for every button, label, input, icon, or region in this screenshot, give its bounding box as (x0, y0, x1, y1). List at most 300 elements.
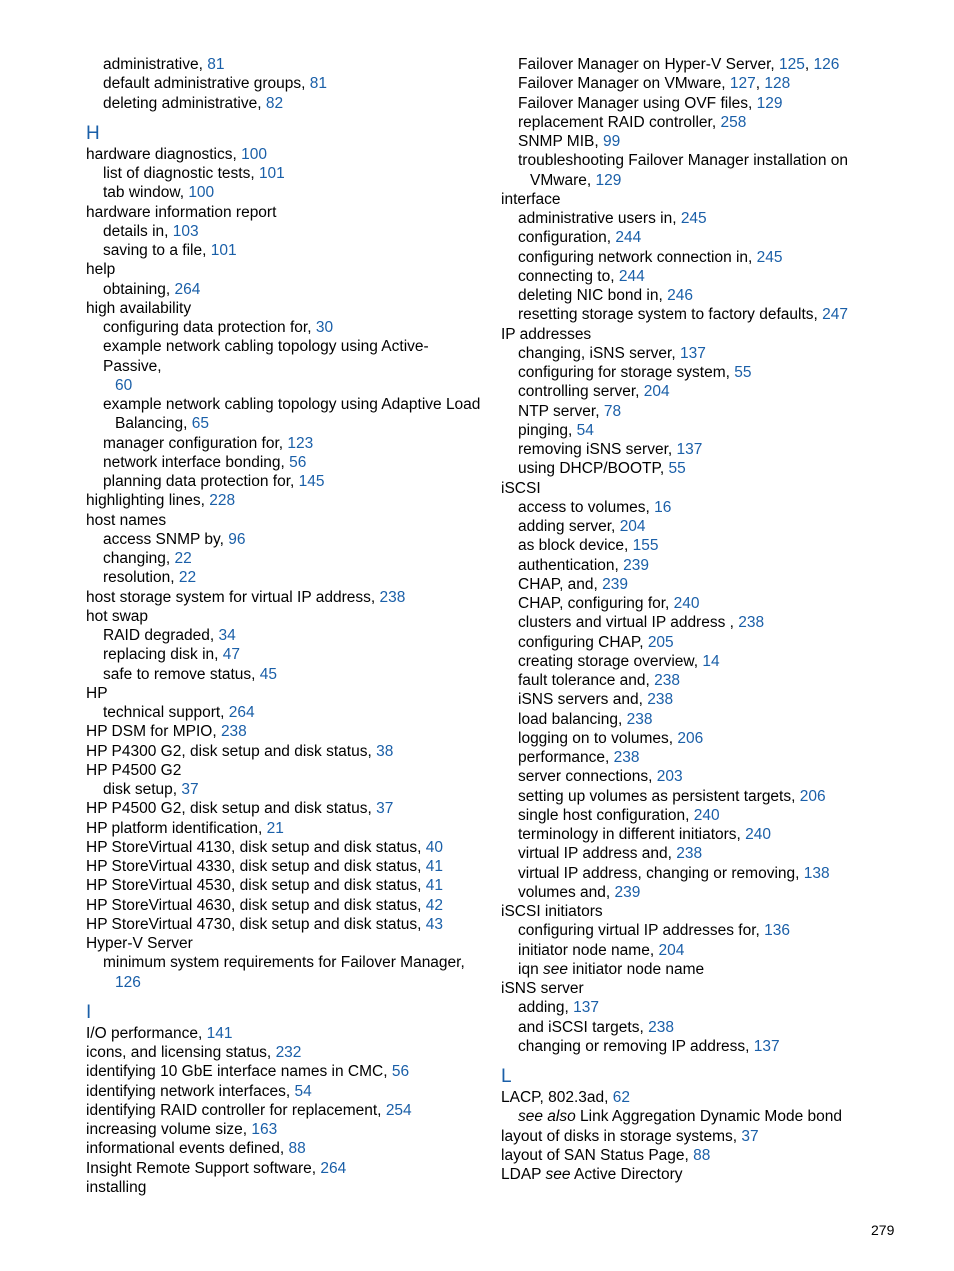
entry-text: installing (86, 1178, 147, 1196)
page-link[interactable]: 240 (673, 595, 700, 612)
entry-text: configuring for storage system, (518, 364, 735, 381)
page-link[interactable]: 205 (647, 633, 674, 651)
entry-text: tab window, (103, 184, 189, 202)
entry-text: Balancing, (115, 415, 192, 433)
entry-text: changing, iSNS server, (518, 344, 680, 362)
index-subentry: Failover Manager on VMware, 127, 128 (518, 75, 791, 93)
page-link[interactable]: 204 (643, 383, 670, 401)
page-link[interactable]: 100 (188, 184, 215, 202)
entry-text: iSCSI initiators (501, 903, 603, 920)
entry-text: terminology in different initiators, (518, 826, 746, 843)
entry-text: HP P4300 G2, disk setup and disk status, (86, 742, 377, 760)
entry-text: identifying RAID controller for replacement, (86, 1101, 386, 1119)
index-entry (86, 684, 486, 703)
index-entry (86, 857, 486, 876)
index-subentry (86, 953, 486, 972)
index-entry (501, 325, 871, 344)
index-entry-continuation (86, 414, 486, 433)
index-entry (86, 1178, 486, 1197)
page-link[interactable]: 238 (220, 723, 247, 741)
entry-text: list of diagnostic tests, (103, 165, 259, 182)
index-entry (86, 722, 486, 741)
index-entry (86, 896, 486, 915)
index-subentry (86, 645, 486, 664)
page-link[interactable]: 41 (425, 877, 444, 895)
page-link[interactable]: 126 (115, 973, 141, 991)
index-entry (86, 1062, 486, 1081)
index-entry (86, 934, 486, 953)
index-subentry (501, 729, 871, 748)
page-link[interactable]: 129 (756, 94, 783, 112)
entry-text: hardware information report (86, 203, 277, 221)
entry-text: host storage system for virtual IP address, (86, 588, 380, 606)
page-link[interactable]: 100 (241, 145, 267, 163)
index-subentry (501, 652, 871, 671)
page-link[interactable]: 22 (174, 550, 192, 567)
index-subentry (501, 402, 871, 421)
entry-text: hardware diagnostics, (86, 145, 242, 163)
page-link[interactable]: 14 (702, 652, 720, 670)
index-entry (86, 819, 486, 838)
index-subentry (86, 94, 486, 113)
page-link[interactable]: 60 (115, 376, 133, 394)
index-subentry: Failover Manager on Hyper-V Server, 125, 126 (518, 56, 840, 73)
page-link[interactable]: 240 (693, 806, 720, 824)
index-entry (86, 299, 486, 318)
entry-text: configuring data protection for, (103, 319, 316, 336)
entry-text: initiator node name, (518, 941, 659, 959)
index-subentry (501, 960, 871, 979)
index-entry (501, 1165, 871, 1184)
index-entry (86, 1120, 486, 1139)
see-target: Link Aggregation Dynamic Mode bond (575, 1108, 842, 1126)
index-entry (501, 979, 871, 998)
page-number: 279 (871, 1222, 895, 1238)
page-link[interactable]: 138 (803, 864, 830, 882)
entry-text: iSNS server (501, 980, 584, 997)
page-link[interactable]: 54 (294, 1082, 312, 1100)
page-link[interactable]: 238 (648, 1018, 674, 1036)
page-link[interactable]: 43 (425, 915, 444, 933)
entry-text: replacement RAID controller, (518, 113, 721, 131)
entry-text: HP StoreVirtual 4630, disk setup and disk status, (86, 896, 426, 914)
page-link[interactable]: 244 (618, 267, 645, 285)
page-link[interactable]: 232 (275, 1044, 302, 1061)
index-subentry (501, 228, 871, 247)
entry-text: safe to remove status, (103, 665, 260, 683)
entry-text: as block device, (518, 537, 633, 555)
see-reference: see (545, 1166, 571, 1183)
page-link[interactable]: 55 (734, 364, 752, 381)
index-subentry (501, 710, 871, 729)
entry-text: VMware, (530, 171, 596, 189)
index-subentry (501, 594, 871, 613)
entry-text: adding server, (518, 518, 620, 535)
page-link[interactable]: 47 (222, 646, 241, 664)
index-subentry (501, 556, 871, 575)
page-link[interactable]: 238 (676, 845, 703, 863)
index-subentry (86, 434, 486, 453)
page-link[interactable]: 240 (745, 826, 772, 843)
page-link[interactable]: 37 (376, 800, 394, 818)
index-column-left (86, 55, 486, 1197)
index-subentry (86, 530, 486, 549)
index-subentry (501, 536, 871, 555)
index-entry-continuation (86, 973, 486, 992)
index-subentry (501, 440, 871, 459)
page-link[interactable]: 238 (379, 588, 406, 606)
index-subentry (501, 382, 871, 401)
page-link[interactable]: 145 (298, 473, 325, 490)
index-entry (86, 1159, 486, 1178)
index-entry (86, 491, 486, 510)
index-subentry (501, 209, 871, 228)
index-subentry (501, 459, 871, 478)
index-subentry (501, 844, 871, 863)
entry-text: example network cabling topology using Adaptive Load (103, 396, 481, 413)
entry-text: Insight Remote Support software, (86, 1159, 321, 1177)
entry-text: creating storage overview, (518, 652, 703, 670)
page-link[interactable]: 21 (266, 819, 284, 837)
page-link[interactable]: 62 (612, 1089, 630, 1106)
page-link[interactable]: 103 (172, 222, 199, 240)
page-link[interactable]: 88 (693, 1146, 711, 1164)
entry-text: virtual IP address, changing or removing, (518, 864, 804, 882)
page-link[interactable]: 81 (309, 75, 328, 93)
index-entry (86, 511, 486, 530)
entry-text: NTP server, (518, 402, 604, 420)
index-entry-continuation (501, 171, 871, 190)
entry-text: and iSCSI targets, (518, 1018, 649, 1036)
index-subentry (501, 421, 871, 440)
page-link[interactable]: 239 (614, 883, 641, 901)
page-link[interactable]: 204 (658, 941, 685, 959)
entry-text: obtaining, (103, 280, 175, 298)
index-subentry (86, 183, 486, 202)
entry-text: logging on to volumes, (518, 729, 678, 747)
index-subentry (86, 568, 486, 587)
index-entry (86, 1024, 486, 1043)
index-subentry (501, 517, 871, 536)
entry-text: HP P4500 G2, disk setup and disk status, (86, 800, 377, 818)
page-link[interactable]: 99 (602, 133, 621, 150)
page-link[interactable]: 258 (720, 113, 747, 131)
page-link[interactable]: 128 (764, 75, 791, 93)
entry-text: LDAP (501, 1166, 546, 1183)
page-link[interactable]: 245 (756, 248, 783, 266)
page-link[interactable]: 40 (425, 838, 444, 856)
entry-text: controlling server, (518, 383, 644, 401)
entry-text: iSNS servers and, (518, 691, 648, 709)
entry-text: virtual IP address and, (518, 845, 677, 863)
index-subentry (501, 1037, 871, 1056)
entry-text: configuring network connection in, (518, 248, 757, 266)
entry-text: connecting to, (518, 267, 619, 285)
index-entry (86, 203, 486, 222)
entry-text: configuring CHAP, (518, 633, 648, 651)
page-link[interactable]: 30 (315, 319, 334, 336)
entry-text: Hyper-V Server (86, 935, 193, 952)
entry-text: increasing volume size, (86, 1121, 252, 1138)
page-link[interactable]: 137 (753, 1037, 780, 1055)
page-link[interactable]: 244 (615, 229, 642, 247)
index-subentry (501, 498, 871, 517)
index-entry (501, 479, 871, 498)
page-link[interactable]: 238 (613, 749, 640, 766)
page-link[interactable]: 34 (218, 627, 236, 644)
see-target: initiator node name (568, 960, 705, 978)
index-entry (86, 799, 486, 818)
index-subentry (86, 74, 486, 93)
index-subentry (501, 690, 871, 709)
entry-text: resetting storage system to factory defaults, (518, 306, 823, 324)
index-letter-heading: I (86, 1001, 92, 1023)
index-subentry (501, 1107, 871, 1126)
page-link[interactable]: 88 (288, 1140, 306, 1158)
index-entry (86, 588, 486, 607)
entry-text: LACP, 802.3ad, (501, 1089, 613, 1106)
index-entry (501, 1088, 871, 1107)
page-link[interactable]: 264 (228, 704, 255, 721)
entry-text: HP StoreVirtual 4730, disk setup and disk status, (86, 915, 426, 933)
see-target: Active Directory (570, 1166, 683, 1183)
entry-text: CHAP, configuring for, (518, 595, 674, 612)
page-link[interactable]: 136 (764, 922, 790, 940)
index-entry (86, 1101, 486, 1120)
page-link[interactable]: 254 (385, 1101, 412, 1119)
entry-text: access SNMP by, (103, 530, 229, 548)
index-entry (86, 915, 486, 934)
entry-text: using DHCP/BOOTP, (518, 460, 669, 478)
entry-text: interface (501, 190, 561, 208)
page-link[interactable]: 203 (656, 768, 683, 786)
entry-text: performance, (518, 749, 614, 766)
entry-text: HP platform identification, (86, 819, 267, 837)
entry-text: deleting administrative, (103, 94, 266, 112)
page-link[interactable]: 155 (632, 537, 659, 555)
page-link[interactable]: 54 (576, 421, 594, 439)
page-link[interactable]: 65 (191, 415, 209, 433)
entry-text: access to volumes, (518, 498, 655, 516)
index-entry (86, 145, 486, 164)
index-subentry (501, 864, 871, 883)
page-link[interactable]: 137 (679, 344, 706, 362)
index-entry (86, 607, 486, 626)
index-subentry (501, 94, 871, 113)
entry-text: pinging, (518, 421, 577, 439)
entry-text: technical support, (103, 704, 229, 721)
entry-text: Failover Manager using OVF files, (518, 94, 757, 112)
entry-text: HP StoreVirtual 4130, disk setup and disk status, (86, 838, 426, 856)
entry-text: administrative, (103, 56, 208, 73)
page-link[interactable]: 82 (265, 94, 284, 112)
entry-text: HP (86, 684, 108, 702)
index-entry (86, 260, 486, 279)
index-subentry (86, 453, 486, 472)
entry-text: network interface bonding, (103, 453, 290, 471)
entry-text: minimum system requirements for Failover Manager, (103, 954, 465, 972)
entry-text: HP P4500 G2 (86, 761, 182, 779)
index-subentry (86, 703, 486, 722)
page-link[interactable]: 238 (626, 710, 653, 728)
entry-text: changing, (103, 550, 175, 567)
page-link[interactable]: 37 (181, 781, 199, 798)
index-subentry (501, 825, 871, 844)
index-subentry (501, 998, 871, 1017)
index-subentry (86, 626, 486, 645)
page-link[interactable]: 42 (425, 896, 444, 914)
entry-text: layout of disks in storage systems, (501, 1127, 742, 1145)
page-link[interactable]: 56 (289, 453, 307, 471)
page-link[interactable]: 22 (178, 569, 197, 587)
index-entry (501, 190, 871, 209)
index-subentry (501, 132, 871, 151)
index-entry (86, 761, 486, 780)
entry-text: saving to a file, (103, 242, 211, 259)
entry-text: details in, (103, 222, 173, 240)
entry-text: hot swap (86, 607, 149, 625)
entry-text: volumes and, (518, 883, 615, 901)
page-link[interactable]: 41 (425, 858, 444, 875)
entry-text: HP StoreVirtual 4530, disk setup and disk status, (86, 877, 426, 895)
entry-text: CHAP, and, (518, 575, 603, 593)
index-subentry (501, 305, 871, 324)
entry-text: highlighting lines, (86, 492, 210, 510)
entry-text: default administrative groups, (103, 75, 310, 93)
page-link[interactable]: 96 (228, 530, 246, 548)
page-link[interactable]: 238 (738, 614, 765, 632)
index-subentry (86, 164, 486, 183)
page-link[interactable]: 246 (667, 287, 693, 304)
page-link[interactable]: 129 (595, 171, 622, 189)
page-link[interactable]: 238 (647, 691, 674, 709)
entry-text: HP StoreVirtual 4330, disk setup and disk status, (86, 858, 426, 875)
see-reference: see also (518, 1108, 576, 1126)
entry-text: iSCSI (501, 479, 541, 497)
entry-text: server connections, (518, 768, 657, 786)
index-letter-heading: H (86, 122, 100, 144)
entry-text: help (86, 261, 116, 279)
page-link[interactable]: 37 (741, 1127, 759, 1145)
page-link[interactable]: 101 (258, 165, 285, 182)
page-link[interactable]: 239 (623, 556, 650, 574)
entry-text: deleting NIC bond in, (518, 287, 668, 304)
page-link[interactable]: 239 (602, 575, 629, 593)
entry-text: Failover Manager on Hyper-V Server, (518, 56, 780, 73)
index-subentry (501, 787, 871, 806)
index-subentry (86, 280, 486, 299)
index-subentry (501, 113, 871, 132)
index-subentry (86, 549, 486, 568)
index-subentry (501, 941, 871, 960)
index-entry (86, 1043, 486, 1062)
page-link[interactable]: 126 (813, 56, 840, 73)
entry-text: planning data protection for, (103, 473, 299, 490)
page-link[interactable]: 137 (573, 999, 600, 1017)
entry-text: load balancing, (518, 710, 627, 728)
entry-text: changing or removing IP address, (518, 1037, 754, 1055)
page-link[interactable]: 245 (680, 210, 707, 227)
page-link[interactable]: 127 (729, 75, 756, 93)
index-letter-heading: L (501, 1066, 512, 1087)
entry-text: disk setup, (103, 781, 182, 798)
index-subentry (501, 806, 871, 825)
page-link[interactable]: 206 (677, 729, 704, 747)
page-link[interactable]: 56 (391, 1063, 410, 1081)
page-link[interactable]: 16 (654, 498, 672, 516)
page-link[interactable]: 228 (209, 492, 236, 510)
entry-text: adding, (518, 999, 574, 1017)
entry-text: iqn (518, 960, 543, 978)
index-subentry (501, 1018, 871, 1037)
index-subentry (501, 883, 871, 902)
page-link[interactable]: 238 (654, 672, 681, 689)
index-subentry (501, 633, 871, 652)
index-subentry (86, 395, 486, 414)
page-link[interactable]: 141 (206, 1024, 233, 1042)
entry-text: IP addresses (501, 325, 592, 343)
entry-text: SNMP MIB, (518, 133, 603, 150)
index-entry (86, 742, 486, 761)
page-link[interactable]: 264 (174, 280, 201, 298)
index-subentry (501, 363, 871, 382)
index-entry-continuation (86, 376, 486, 395)
entry-text: administrative users in, (518, 210, 681, 227)
entry-text: layout of SAN Status Page, (501, 1146, 694, 1164)
entry-text: icons, and licensing status, (86, 1044, 276, 1061)
page-link[interactable]: 204 (619, 518, 646, 535)
entry-text: authentication, (518, 556, 624, 574)
page-link[interactable]: 45 (259, 665, 278, 683)
page-link[interactable]: 78 (603, 402, 622, 420)
entry-text: identifying 10 GbE interface names in CMC, (86, 1063, 392, 1081)
page-link[interactable]: 101 (210, 242, 237, 259)
entry-text: example network cabling topology using Active-Passive, (103, 338, 429, 375)
index-entry (86, 838, 486, 857)
page-link[interactable]: 55 (668, 460, 686, 478)
entry-text: fault tolerance and, (518, 672, 655, 689)
index-subentry (501, 286, 871, 305)
page-link[interactable]: 137 (676, 441, 703, 458)
page-link[interactable]: 264 (320, 1159, 347, 1177)
index-subentry (86, 472, 486, 491)
entry-text: setting up volumes as persistent targets, (518, 787, 800, 805)
index-entry (501, 902, 871, 921)
entry-text: I/O performance, (86, 1024, 207, 1042)
entry-text: HP DSM for MPIO, (86, 723, 221, 741)
index-subentry (501, 921, 871, 940)
page-link[interactable]: 125 (779, 56, 805, 73)
index-subentry (86, 337, 486, 376)
page-link[interactable]: 38 (376, 742, 394, 760)
page-link[interactable]: 247 (822, 306, 848, 324)
entry-text: clusters and virtual IP address , (518, 614, 739, 632)
entry-text: Failover Manager on VMware, (518, 75, 730, 93)
entry-text: high availability (86, 299, 192, 317)
page-link[interactable]: 123 (287, 434, 314, 452)
index-subentry (501, 151, 871, 170)
index-subentry (86, 780, 486, 799)
page-link[interactable]: 206 (799, 787, 826, 805)
index-subentry (501, 767, 871, 786)
index-entry (86, 876, 486, 895)
index-subentry (86, 55, 486, 74)
index-subentry (501, 344, 871, 363)
page-link[interactable]: 81 (207, 56, 225, 73)
index-subentry (501, 748, 871, 767)
index-subentry (501, 575, 871, 594)
page-link[interactable]: 163 (251, 1121, 278, 1138)
